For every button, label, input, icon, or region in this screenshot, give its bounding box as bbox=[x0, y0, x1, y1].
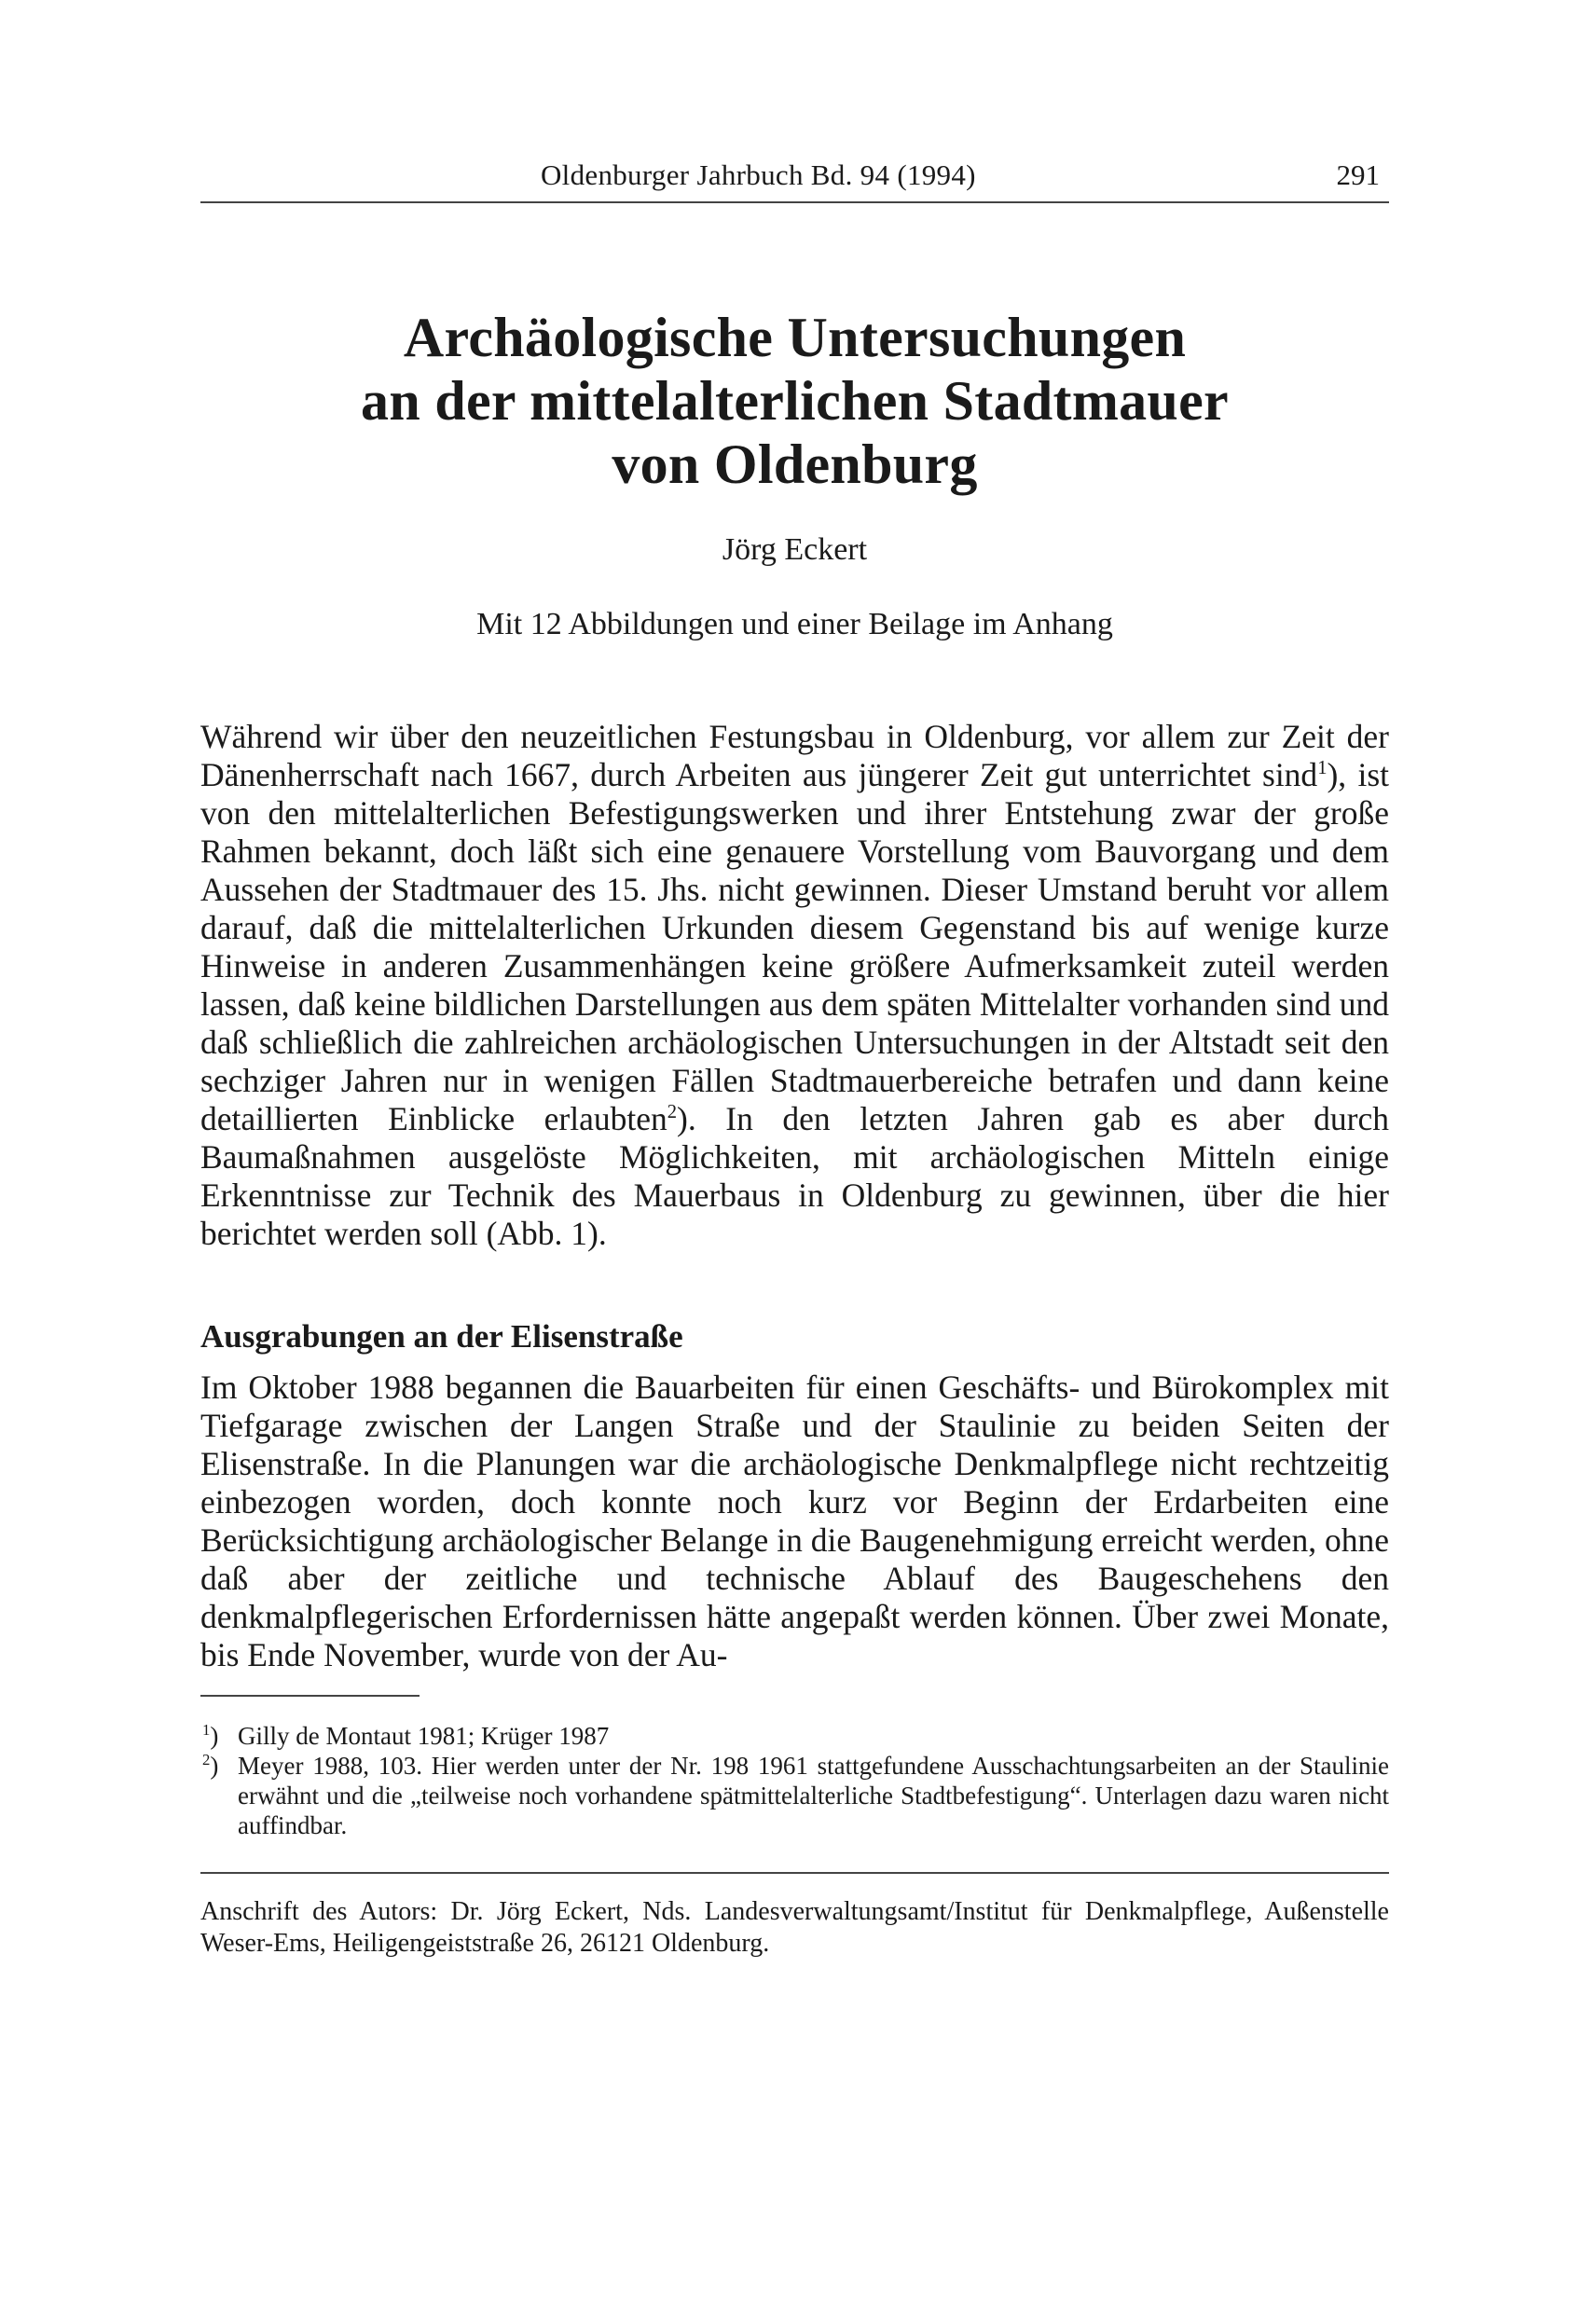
footnote-mark: $^2$) bbox=[202, 1751, 219, 1780]
page-number: 291 bbox=[1336, 158, 1380, 191]
footnote-text: Gilly de Montaut 1981; Krüger 1987 bbox=[238, 1722, 610, 1750]
footnote-reference: 2 bbox=[667, 1102, 678, 1123]
footnote-text: Meyer 1988, 103. Hier werden unter der Nr. 198 1961 stattgefundene Ausschachtungsarbeiten an der Staulinie erwähnt und die „teilweise noch vorhandene spätmittelalterliche Stadtbefestigung“. Unterlagen dazu waren nicht auffindbar. bbox=[238, 1752, 1389, 1839]
section-text: Im Oktober 1988 begannen die Bauarbeiten für einen Geschäfts- und Bürokomplex mit Tiefgarage zwischen der Langen Straße und der Staulinie zu beiden Seiten der Elisenstraße. In die Planungen war die archäologische Denkmalpflege nicht rechtzeitig einbezogen worden, doch konnte noch kurz vor Beginn der Erdarbeiten eine Berücksichtigung archäologischer Belange in die Baugenehmigung erreicht werden, ohne daß aber der zeitliche und technische Ablauf des Baugeschehens den denkmalpflegerischen Erfordernissen hätte angepaßt werden können. Über zwei Monate, bis Ende November, wurde von der Au- bbox=[200, 1369, 1389, 1673]
article-subtitle: Mit 12 Abbildungen und einer Beilage im Anhang bbox=[476, 607, 1113, 641]
footnote-reference: 1 bbox=[1317, 758, 1328, 779]
author-address: Anschrift des Autors: Dr. Jörg Eckert, Nds. Landesverwaltungsamt/Institut für Denkmalpflege, Außenstelle Weser-Ems, Heiligengeiststraße 26, 26121 Oldenburg. bbox=[200, 1897, 1389, 1958]
title-line: an der mittelalterlichen Stadtmauer bbox=[361, 370, 1229, 432]
intro-text: ), ist von den mittelalterlichen Befestigungswerken und ihrer Entstehung zwar der große Rahmen bekannt, doch läßt sich eine genauere Vorstellung vom Bauvorgang und dem Aussehen der Stadtmauer des 15. Jhs. nicht gewinnen. Dieser Umstand beruht vor allem darauf, daß die mittelalterlichen Urkunden diesem Gegenstand bis auf wenige kurze Hinweise in anderen Zusammenhängen keine größere Aufmerksamkeit zuteil werden lassen, daß keine bildlichen Darstellungen aus dem späten Mittelalter vorhanden sind und daß schließlich die zahlreichen archäologischen Untersuchungen in der Altstadt seit den sechziger Jahren nur in wenigen Fällen Stadtmauerbereiche betrafen und dann keine detaillierten Einblicke erlaubten bbox=[200, 756, 1389, 1137]
footnote-divider bbox=[200, 1695, 420, 1697]
running-header bbox=[200, 149, 1389, 203]
footnote bbox=[200, 1751, 1389, 1840]
footnote bbox=[200, 1721, 1389, 1751]
address-divider bbox=[200, 1872, 1389, 1874]
intro-text: Während wir über den neuzeitlichen Festungsbau in Oldenburg, vor allem zur Zeit der Dänenherrschaft nach 1667, durch Arbeiten aus jüngerer Zeit gut unterrichtet sind bbox=[200, 718, 1389, 793]
page bbox=[200, 149, 1389, 1960]
title-line: von Oldenburg bbox=[612, 434, 978, 495]
journal-title: Oldenburger Jahrbuch Bd. 94 (1994) bbox=[541, 158, 976, 191]
title-line: Archäologische Untersuchungen bbox=[403, 307, 1187, 368]
section-heading: Ausgrabungen an der Elisenstraße bbox=[200, 1318, 683, 1355]
footnotes bbox=[200, 1721, 1389, 1840]
section-paragraph bbox=[200, 1369, 1389, 1674]
author-name: Jörg Eckert bbox=[722, 532, 868, 567]
article-title bbox=[200, 306, 1389, 496]
intro-paragraph bbox=[200, 718, 1389, 1253]
footnote-mark: $^1$) bbox=[202, 1721, 219, 1750]
intro-text: ). In den letzten Jahren gab es aber durch Baumaßnahmen ausgelöste Möglichkeiten, mit archäologischen Mitteln einige Erkenntnisse zur Technik des Mauerbaus in Oldenburg zu gewinnen, über die hier berichtet werden soll (Abb. 1). bbox=[200, 1100, 1389, 1252]
